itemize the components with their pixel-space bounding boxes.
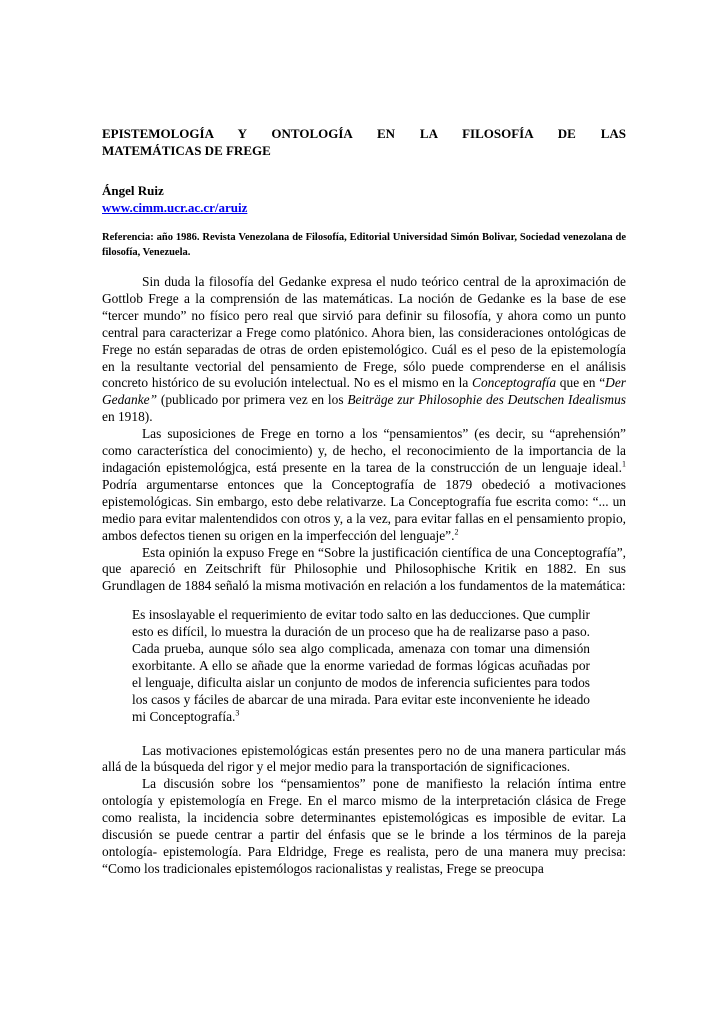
paragraph-1-text-a: Sin duda la filosofía del Gedanke expresa el nudo teórico central de la aproximación de Gottlob Frege a la comprensión de las matemáticas. La noción de Gedanke es la base de ese “tercer mundo” no físico pero real que sirvió para definir su filosofía, y ahora como un punto central para caracterizar a Frege como platónico. Ahora bien, las consideraciones ontológicas de Frege no están separadas de otras de orden epistemológico. Cuál es el peso de la epistemología en la resultante vectorial del pensamiento de Frege, sólo puede comprenderse en el análisis concreto histórico de su evolución intelectual. No es el mismo en la [102, 274, 626, 391]
block-quote-text: Es insoslayable el requerimiento de evitar todo salto en las deducciones. Que cumplir esto es difícil, lo muestra la duración de un proceso que ha de realizarse paso a paso. Cada prueba, aunque sólo sea algo complicada, amenaza con tomar una dimensión exorbitante. A ello se añade que la enorme variedad de formas lógicas acuñadas por el lenguaje, dificulta aislar un conjunto de modos de inferencia suficientes para todos los casos y fáciles de abarcar de una mirada. Para evitar este inconveniente he ideado mi Conceptografía. [132, 607, 590, 724]
paragraph-1-text-d: en 1918). [102, 409, 153, 425]
paragraph-5: La discusión sobre los “pensamientos” pone de manifiesto la relación íntima entre ontología y epistemología en Frege. En el marco mismo de la interpretación clásica de Frege como realista, la incidencia sobre determinantes epistemológicas es imposible de evitar. La discusión se puede centrar a partir del énfasis que se le brinde a los términos de la pareja ontología- epistemología. Para Eldridge, Frege es realista, pero de una manera muy precisa: “Como los tradicionales epistemólogos racionalistas y realistas, Frege se preocupa [102, 776, 626, 876]
paragraph-1 [102, 274, 626, 426]
author-name: Ángel Ruiz [102, 183, 164, 198]
title-line-2: MATEMÁTICAS DE FREGE [102, 143, 271, 158]
footnote-ref-2[interactable]: 2 [454, 527, 459, 537]
paragraph-1-text-b: que en “ [556, 375, 606, 391]
title-line-1: EPISTEMOLOGÍA Y ONTOLOGÍA EN LA FILOSOFÍA DE LAS [102, 126, 626, 141]
paragraph-4: Las motivaciones epistemológicas están presentes pero no de una manera particular más allá de la búsqueda del rigor y el mejor medio para la transportación de significaciones. [102, 742, 626, 775]
paragraph-2 [102, 426, 626, 544]
paragraph-1-italic-3: Beiträge zur Philosophie des Deutschen Idealismus [347, 392, 627, 408]
block-quote [132, 607, 590, 725]
paragraph-2-text-a: Las suposiciones de Frege en torno a los “pensamientos” (es decir, su “aprehensión” como característica del conocimiento) y, de hecho, el reconocimiento de la importancia de la indagación epistemológjca, está presente en la tarea de la construcción de un lenguaje ideal. [102, 426, 626, 475]
paragraph-2-text-b: Podría argumentarse entonces que la Conceptografía de 1879 obedeció a motivaciones epistemológicas. Sin embargo, esto debe relativarze. La Conceptografía fue escrita como: “... un medio para evitar malentendidos con otros y, a la vez, para evitar fallas en el pensamiento propio, ambos defectos tienen su origen en la imperfección del lenguaje”. [102, 476, 626, 543]
footnote-ref-1[interactable]: 1 [622, 459, 626, 469]
paragraph-1-italic-2: Der Gedanke” [102, 375, 626, 408]
paragraph-1-italic-1: Conceptografía [472, 375, 557, 391]
footnote-ref-3[interactable]: 3 [235, 708, 240, 718]
paragraph-1-text-c: (publicado por primera vez en los [157, 392, 348, 408]
document-content [102, 125, 626, 878]
reference-note: Referencia: año 1986. Revista Venezolana de Filosofía, Editorial Universidad Simón Bolivar, Sociedad venezolana de filosofía, Venezuela. [102, 232, 626, 258]
author-website-link[interactable]: www.cimm.ucr.ac.cr/aruiz [102, 200, 248, 215]
paragraph-3: Esta opinión la expuso Frege en “Sobre la justificación científica de una Conceptografía”, que apareció en Zeitschrift für Philosophie und Philosophische Kritik en 1882. En sus Grundlagen de 1884 señaló la misma motivación en relación a los fundamentos de la matemática: [102, 544, 626, 594]
